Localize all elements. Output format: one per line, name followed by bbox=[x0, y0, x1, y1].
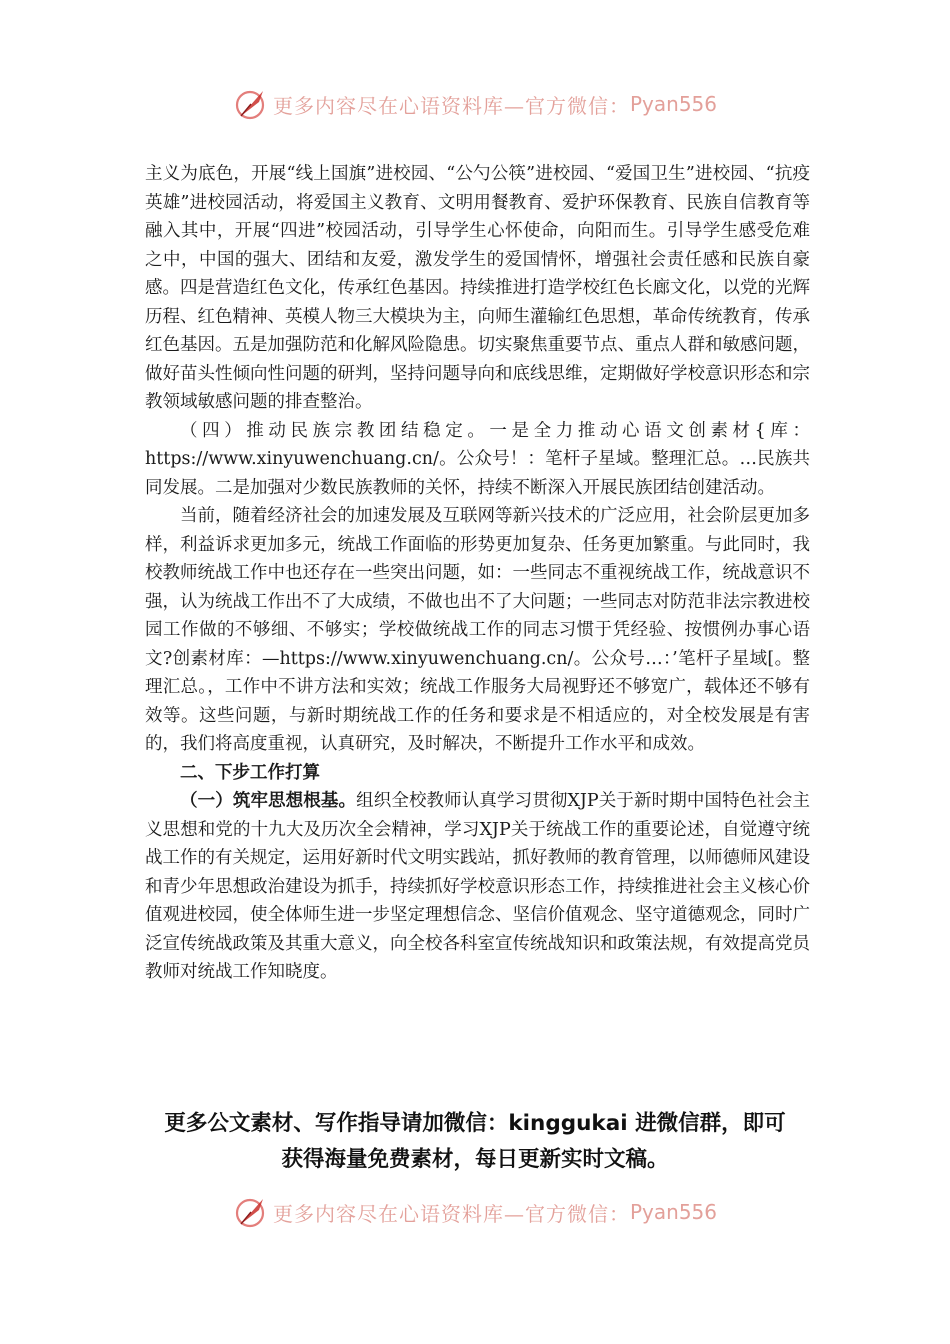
paragraph-4-text: 组织全校教师认真学习贯彻XJP关于新时期中国特色社会主义思想和党的十九大及历次全会精神，学习XJP关于统战工作的重要论述，自觉遵守统战工作的有关规定，运用好新时代文明实践站，抓好教师的教育管理，以师德师风建设和青少年思想政治建设为抓手，持续抓好学校意识形态工作，持续推进社会主义核心价值观进校园，使全体师生进一步坚定理想信念、坚信价值观念、坚守道德观念，同时广泛宣传统战政策及其重大意义，向全校各科室宣传统战知识和政策法规，有效提高党员教师对统战工作知晓度。 bbox=[145, 791, 811, 982]
watermark-footer bbox=[0, 1192, 950, 1232]
paragraph-1: 主义为底色，开展“线上国旗”进校园、“公勺公筷”进校园、“爱国卫生”进校园、“抗疫英雄”进校园活动，将爱国主义教育、文明用餐教育、爱护环保教育、民族自信教育等融入其中，开展“四进”校园活动，引导学生心怀使命，向阳而生。引导学生感受危难之中，中国的强大、团结和友爱，激发学生的爱国情怀，增强社会责任感和民族自豪感。四是营造红色文化，传承红色基因。持续推进打造学校红色长廊文化，以党的光辉历程、红色精神、英模人物三大模块为主，向师生灌输红色思想，革命传统教育，传承红色基因。五是加强防范和化解风险隐患。切实聚焦重要节点、重点人群和敏感问题，做好苗头性倾向性问题的研判，坚持问题导向和底线思维，定期做好学校意识形态和宗教领域敏感问题的排查整治。 bbox=[145, 164, 810, 412]
promo-line-2: 获得海量免费素材，每日更新实时文稿。 bbox=[281, 1147, 669, 1172]
document-body bbox=[145, 160, 810, 987]
promo-notice bbox=[0, 1106, 950, 1178]
paragraph-2: （四）推动民族宗教团结稳定。一是全力推动心语文创素材{库：https://www.xinyuwenchuang.cn/。公众号！：笔杆子星域。整理汇总。…民族共同发展。二是加强对少数民族教师的关怀，持续不断深入开展民族团结创建活动。 bbox=[145, 420, 810, 498]
watermark-text: 更多内容尽在心语资料库—官方微信： bbox=[272, 93, 630, 118]
paragraph-3: 当前，随着经济社会的加速发展及互联网等新兴技术的广泛应用，社会阶层更加多样，利益诉求更加多元，统战工作面临的形势更加复杂、任务更加繁重。与此同时，我校教师统战工作中也还存在一些突出问题，如：一些同志不重视统战工作，统战意识不强，认为统战工作出不了大成绩，不做也出不了大问题；一些同志对防范非法宗教进校园工作做的不够细、不够实；学校做统战工作的同志习惯于凭经验、按惯例办事心语文?创素材库：—https://www.xinyuwenchuang.cn/。公众号…：’笔杆子星域[。整理汇总。，工作中不讲方法和实效；统战工作服务大局视野还不够宽广，载体还不够有效等。这些问题，与新时期统战工作的任务和要求是不相适应的，对全校发展是有害的，我们将高度重视，认真研究，及时解决，不断提升工作水平和成效。 bbox=[145, 506, 810, 754]
promo-line-1: 更多公文素材、写作指导请加微信：kinggukai 进微信群，即可 bbox=[164, 1111, 786, 1136]
watermark-text: 更多内容尽在心语资料库—官方微信： bbox=[272, 1201, 630, 1226]
watermark-wechat-id: Pyan556 bbox=[629, 1200, 717, 1224]
quill-pen-icon bbox=[233, 86, 269, 122]
section-heading: 二、下步工作打算 bbox=[180, 762, 320, 783]
paragraph-4-lead: （一）筑牢思想根基。 bbox=[180, 791, 357, 811]
quill-pen-icon bbox=[233, 1194, 269, 1230]
watermark-header bbox=[0, 84, 950, 124]
watermark-wechat-id: Pyan556 bbox=[629, 92, 717, 116]
paragraph-4 bbox=[145, 787, 810, 987]
